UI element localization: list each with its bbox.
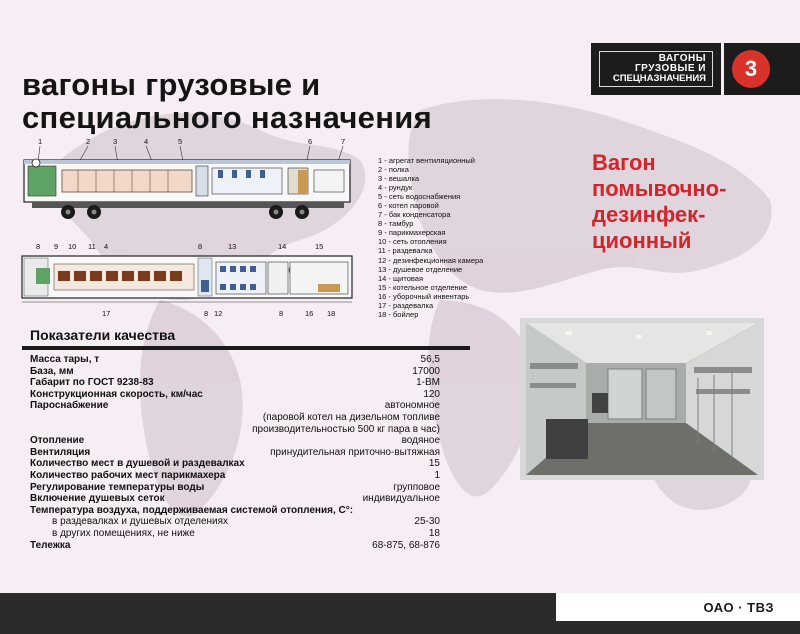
legend-item: 15 - котельное отделение [378, 282, 468, 292]
plan-label-17: 17 [102, 309, 111, 318]
spec-value: 25-30 [414, 516, 440, 528]
legend-item: 17 - раздевалка [378, 300, 434, 310]
category-line-1: ВАГОНЫ [658, 53, 706, 64]
spec-label: Вентиляция [30, 446, 91, 458]
spec-label: Регулирование температуры воды [30, 481, 205, 493]
plan-label-15: 15 [315, 242, 324, 251]
category-header [591, 43, 721, 95]
spec-label: Конструкционная скорость, км/час [30, 388, 203, 400]
diagram-legend [378, 156, 483, 319]
spec-label: Габарит по ГОСТ 9238-83 [30, 377, 154, 389]
spec-label: Температура воздуха, поддерживаемая системой отопления, С°: [30, 504, 354, 516]
category-line-3: СПЕЦНАЗНАЧЕНИЯ [612, 73, 706, 84]
plan-label-10: 10 [68, 242, 77, 251]
diag-label-3: 3 [113, 137, 118, 146]
page-title [22, 68, 432, 134]
section-divider [22, 346, 470, 350]
spec-value: 1-ВМ [416, 377, 440, 389]
plan-label-9: 9 [54, 242, 59, 251]
legend-item: 1 - агрегат вентиляционный [378, 156, 475, 165]
interior-photo-frame [520, 318, 764, 480]
plan-label-8c: 8 [204, 309, 209, 318]
spec-row-heating [30, 435, 440, 447]
footer-brand-tab [556, 593, 800, 621]
brand-name: ОАО · ТВЗ [703, 600, 774, 615]
spec-value: 1 [434, 469, 440, 481]
spec-row-air-temp [30, 505, 440, 517]
spec-row-mass [30, 354, 440, 366]
plan-label-13: 13 [228, 242, 237, 251]
spec-label: Отопление [30, 435, 85, 447]
spec-row-speed [30, 389, 440, 401]
page-title-line-2: специального назначения [22, 100, 432, 135]
car-type-title-line: Вагон [592, 150, 656, 175]
interior-photo [526, 323, 758, 475]
spec-label: База, мм [30, 365, 74, 377]
spec-value: принудительная приточно-вытяжная [270, 446, 440, 458]
legend-item: 8 - тамбур [378, 219, 414, 229]
spec-value: водяное [401, 435, 440, 447]
spec-value: 15 [428, 458, 440, 470]
legend-item: 10 - сеть отопления [378, 237, 447, 247]
diag-label-5: 5 [178, 137, 183, 146]
spec-row-base [30, 366, 440, 378]
spec-row-steam-note-2 [30, 424, 440, 436]
plan-label-16: 16 [305, 309, 314, 318]
category-line-2: ГРУЗОВЫЕ И [635, 63, 706, 74]
spec-row-places [30, 458, 440, 470]
plan-label-4: 4 [104, 242, 109, 251]
spec-label: Включение душевых сеток [30, 493, 165, 505]
spec-row-steam-note-1 [30, 412, 440, 424]
spec-label: Масса тары, т [30, 354, 100, 365]
legend-item: 16 - уборочный инвентарь [378, 291, 470, 301]
legend-item: 13 - душевое отделение [378, 264, 463, 274]
legend-item: 6 - котел паровой [378, 201, 439, 211]
diag-label-4: 4 [144, 137, 149, 146]
plan-label-8b: 8 [198, 242, 203, 251]
spec-row-gabarit [30, 377, 440, 389]
legend-item: 12 - дезинфекционная камера [378, 255, 484, 265]
spec-value: групповое [393, 481, 440, 493]
plan-label-8a: 8 [36, 242, 41, 251]
legend-item: 2 - полка [378, 165, 409, 175]
spec-row-bogie [30, 540, 440, 552]
spec-label: Количество рабочих мест парикмахера [30, 469, 226, 481]
quality-section-title: Показатели качества [30, 327, 176, 343]
spec-label: Тележка [30, 539, 71, 551]
spec-row-ventilation [30, 447, 440, 459]
legend-item: 14 - щитовая [378, 273, 424, 283]
car-type-title [592, 150, 726, 254]
legend-item: 3 - вешалка [378, 174, 420, 184]
quality-specs-table [30, 354, 440, 551]
spec-row-showers [30, 493, 440, 505]
side-view-diagram [18, 136, 358, 226]
spec-label: в других помещениях, не ниже [52, 527, 195, 539]
spec-value: 17000 [412, 365, 440, 377]
spec-row-steam [30, 400, 440, 412]
spec-note: производительностью 500 кг пара в час) [252, 423, 440, 435]
plan-label-18: 18 [327, 309, 336, 318]
section-number-box [724, 43, 800, 95]
spec-row-air-temp-other [30, 528, 440, 540]
legend-item: 7 - бак конденсатора [378, 210, 451, 220]
legend-item: 11 - раздевалка [378, 246, 433, 256]
diag-label-6: 6 [308, 137, 313, 146]
legend-item: 4 - рундук [378, 183, 413, 193]
spec-label: Количество мест в душевой и раздевалках [30, 458, 245, 470]
legend-item: 9 - парикмахерская [378, 228, 446, 238]
spec-row-barber [30, 470, 440, 482]
diag-label-1: 1 [38, 137, 43, 146]
spec-value: индивидуальное [362, 493, 440, 505]
spec-value: 56,5 [420, 354, 440, 365]
spec-row-air-temp-dressing [30, 516, 440, 528]
section-number: 3 [732, 50, 770, 88]
plan-label-8d: 8 [279, 309, 284, 318]
diag-label-2: 2 [86, 137, 91, 146]
plan-view-diagram [18, 240, 358, 324]
footer-bar [0, 593, 800, 634]
plan-label-12: 12 [214, 309, 223, 318]
spec-value: автономное [384, 400, 440, 412]
plan-label-14: 14 [278, 242, 287, 251]
diag-label-7: 7 [341, 137, 346, 146]
car-type-title-line: помывочно- [592, 176, 727, 201]
legend-item: 5 - сеть водоснабжения [378, 192, 461, 202]
spec-value: 120 [423, 388, 440, 400]
page-title-line-1: вагоны грузовые и [22, 67, 321, 102]
car-type-title-line: ционный [592, 228, 692, 253]
spec-label: Пароснабжение [30, 400, 109, 412]
spec-value: 18 [428, 527, 440, 539]
legend-item: 18 - бойлер [378, 309, 419, 319]
plan-label-11: 11 [88, 242, 96, 251]
spec-label: в раздевалках и душевых отделениях [52, 516, 229, 528]
spec-note: (паровой котел на дизельном топливе [262, 411, 440, 423]
spec-value: 68-875, 68-876 [372, 539, 440, 551]
spec-row-water-temp [30, 482, 440, 494]
car-type-title-line: дезинфек- [592, 202, 706, 227]
